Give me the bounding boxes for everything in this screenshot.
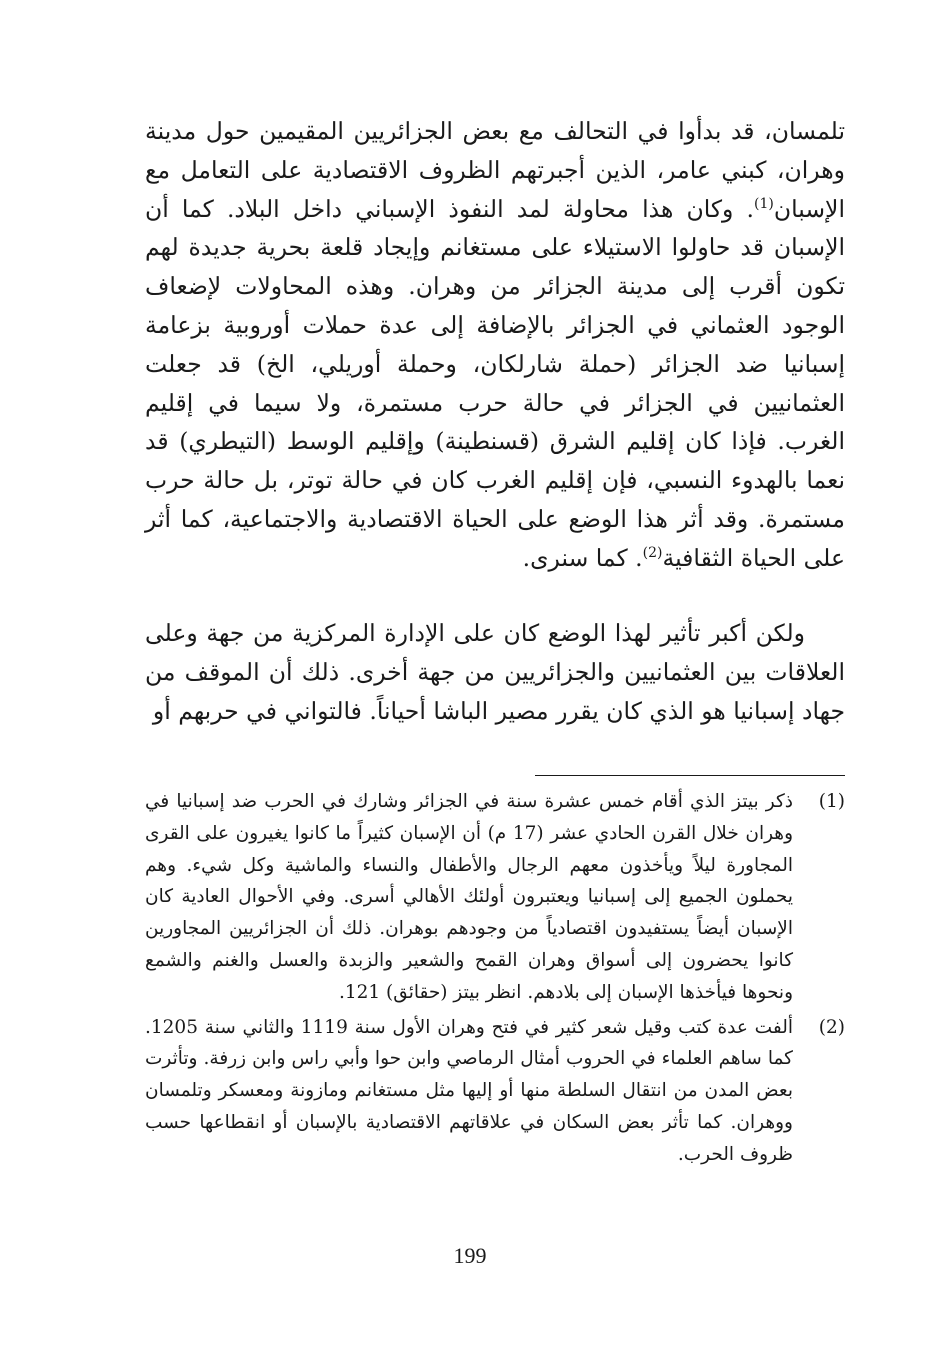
footnote-1-number: (1) <box>818 791 845 812</box>
paragraph-1-text-start: تلمسان، قد بدأوا في التحالف مع بعض الجزائريين المقيمين حول مدينة وهران، كبني عامر، الذين أجبرتهم الظروف الاقتصادية على التعامل مع الإسبان <box>145 117 845 223</box>
footnotes-list <box>145 786 845 1171</box>
paragraph-1-text-end: . كما سنرى. <box>522 543 643 572</box>
footnote-2 <box>145 1012 845 1171</box>
footnote-ref-2: (2) <box>642 544 663 561</box>
page-number: 199 <box>453 1243 487 1268</box>
footnote-1 <box>145 786 845 1009</box>
footnote-2-text: ألفت عدة كتب وقيل شعر كثير في فتح وهران الأول سنة 1119 والثاني سنة 1205. كما ساهم العلماء في الحروب أمثال الرماصي وابن حوا وأبي راس وابن زرفة. وتأثرت بعض المدن من انتقال السلطة منها أو إليها مثل مستغانم ومازونة ومعسكر وتلمسان ووهران. كما تأثر بعض السكان في علاقاتهم الاقتصادية بالإسبان أو انقطاعها حسب ظروف الحرب. <box>145 1016 793 1165</box>
footnote-divider <box>535 775 845 776</box>
paragraph-1-text-middle: . وكان هذا محاولة لمد النفوذ الإسباني داخل البلاد. كما أن الإسبان قد حاولوا الاستيلاء على مستغانم وإيجاد قلعة بحرية جديدة لهم تكون أقرب إلى مدينة الجزائر من وهران. وهذه المحاولات لإضعاف الوجود العثماني في الجزائر بالإضافة إلى عدة حملات أوروبية بزعامة إسبانيا ضد الجزائر (حملة شارلكان، وحملة أوريلي، الخ) قد جعلت العثمانيين في الجزائر في حالة حرب مستمرة، ولا سيما في إقليم الغرب. فإذا كان إقليم الشرق (قسنطينة) وإقليم الوسط (التيطري) قد نعما بالهدوء النسبي، فإن إقليم الغرب كان في حالة توتر، بل حالة حرب مستمرة. وقد أثر هذا الوضع على الحياة الاقتصادية والاجتماعية، كما أثر على الحياة الثقافية <box>145 194 845 572</box>
footnote-2-number: (2) <box>818 1016 845 1038</box>
footnote-ref-1: (1) <box>754 195 774 212</box>
body-paragraph-2: ولكن أكبر تأثير لهذا الوضع كان على الإدارة المركزية من جهة وعلى العلاقات بين العثمانيين والجزائريين من جهة أخرى. ذلك أن الموقف من جهاد إسبانيا هو الذي كان يقرر مصير الباشا أحياناً. فالتواني في حربهم أو <box>145 619 845 725</box>
body-paragraph-1 <box>145 112 845 578</box>
footnote-1-text: ذكر بيتز الذي أقام خمس عشرة سنة في الجزائر وشارك في الحرب ضد إسبانيا في وهران خلال القرن الحادي عشر (17 م) أن الإسبان كثيراً ما كانوا يغيرون على القرى المجاورة ليلاً ويأخذون معهم الرجال والأطفال والنساء والماشية وكل شيء. وهم يحملون الجميع إلى إسبانيا ويعتبرون أولئك الأهالي أسرى. وفي الأحوال العادية كان الإسبان أيضاً يستفيدون اقتصادياً من وجودهم بوهران. ذلك أن الجزائريين المجاورين كانوا يحضرون إلى أسواق وهران القمح والشعير والزبدة والعسل والغنم والشمع ونحوها فيأخذها الإسبان إلى بلادهم. انظر بيتز (حقائق) 121. <box>145 791 793 1003</box>
